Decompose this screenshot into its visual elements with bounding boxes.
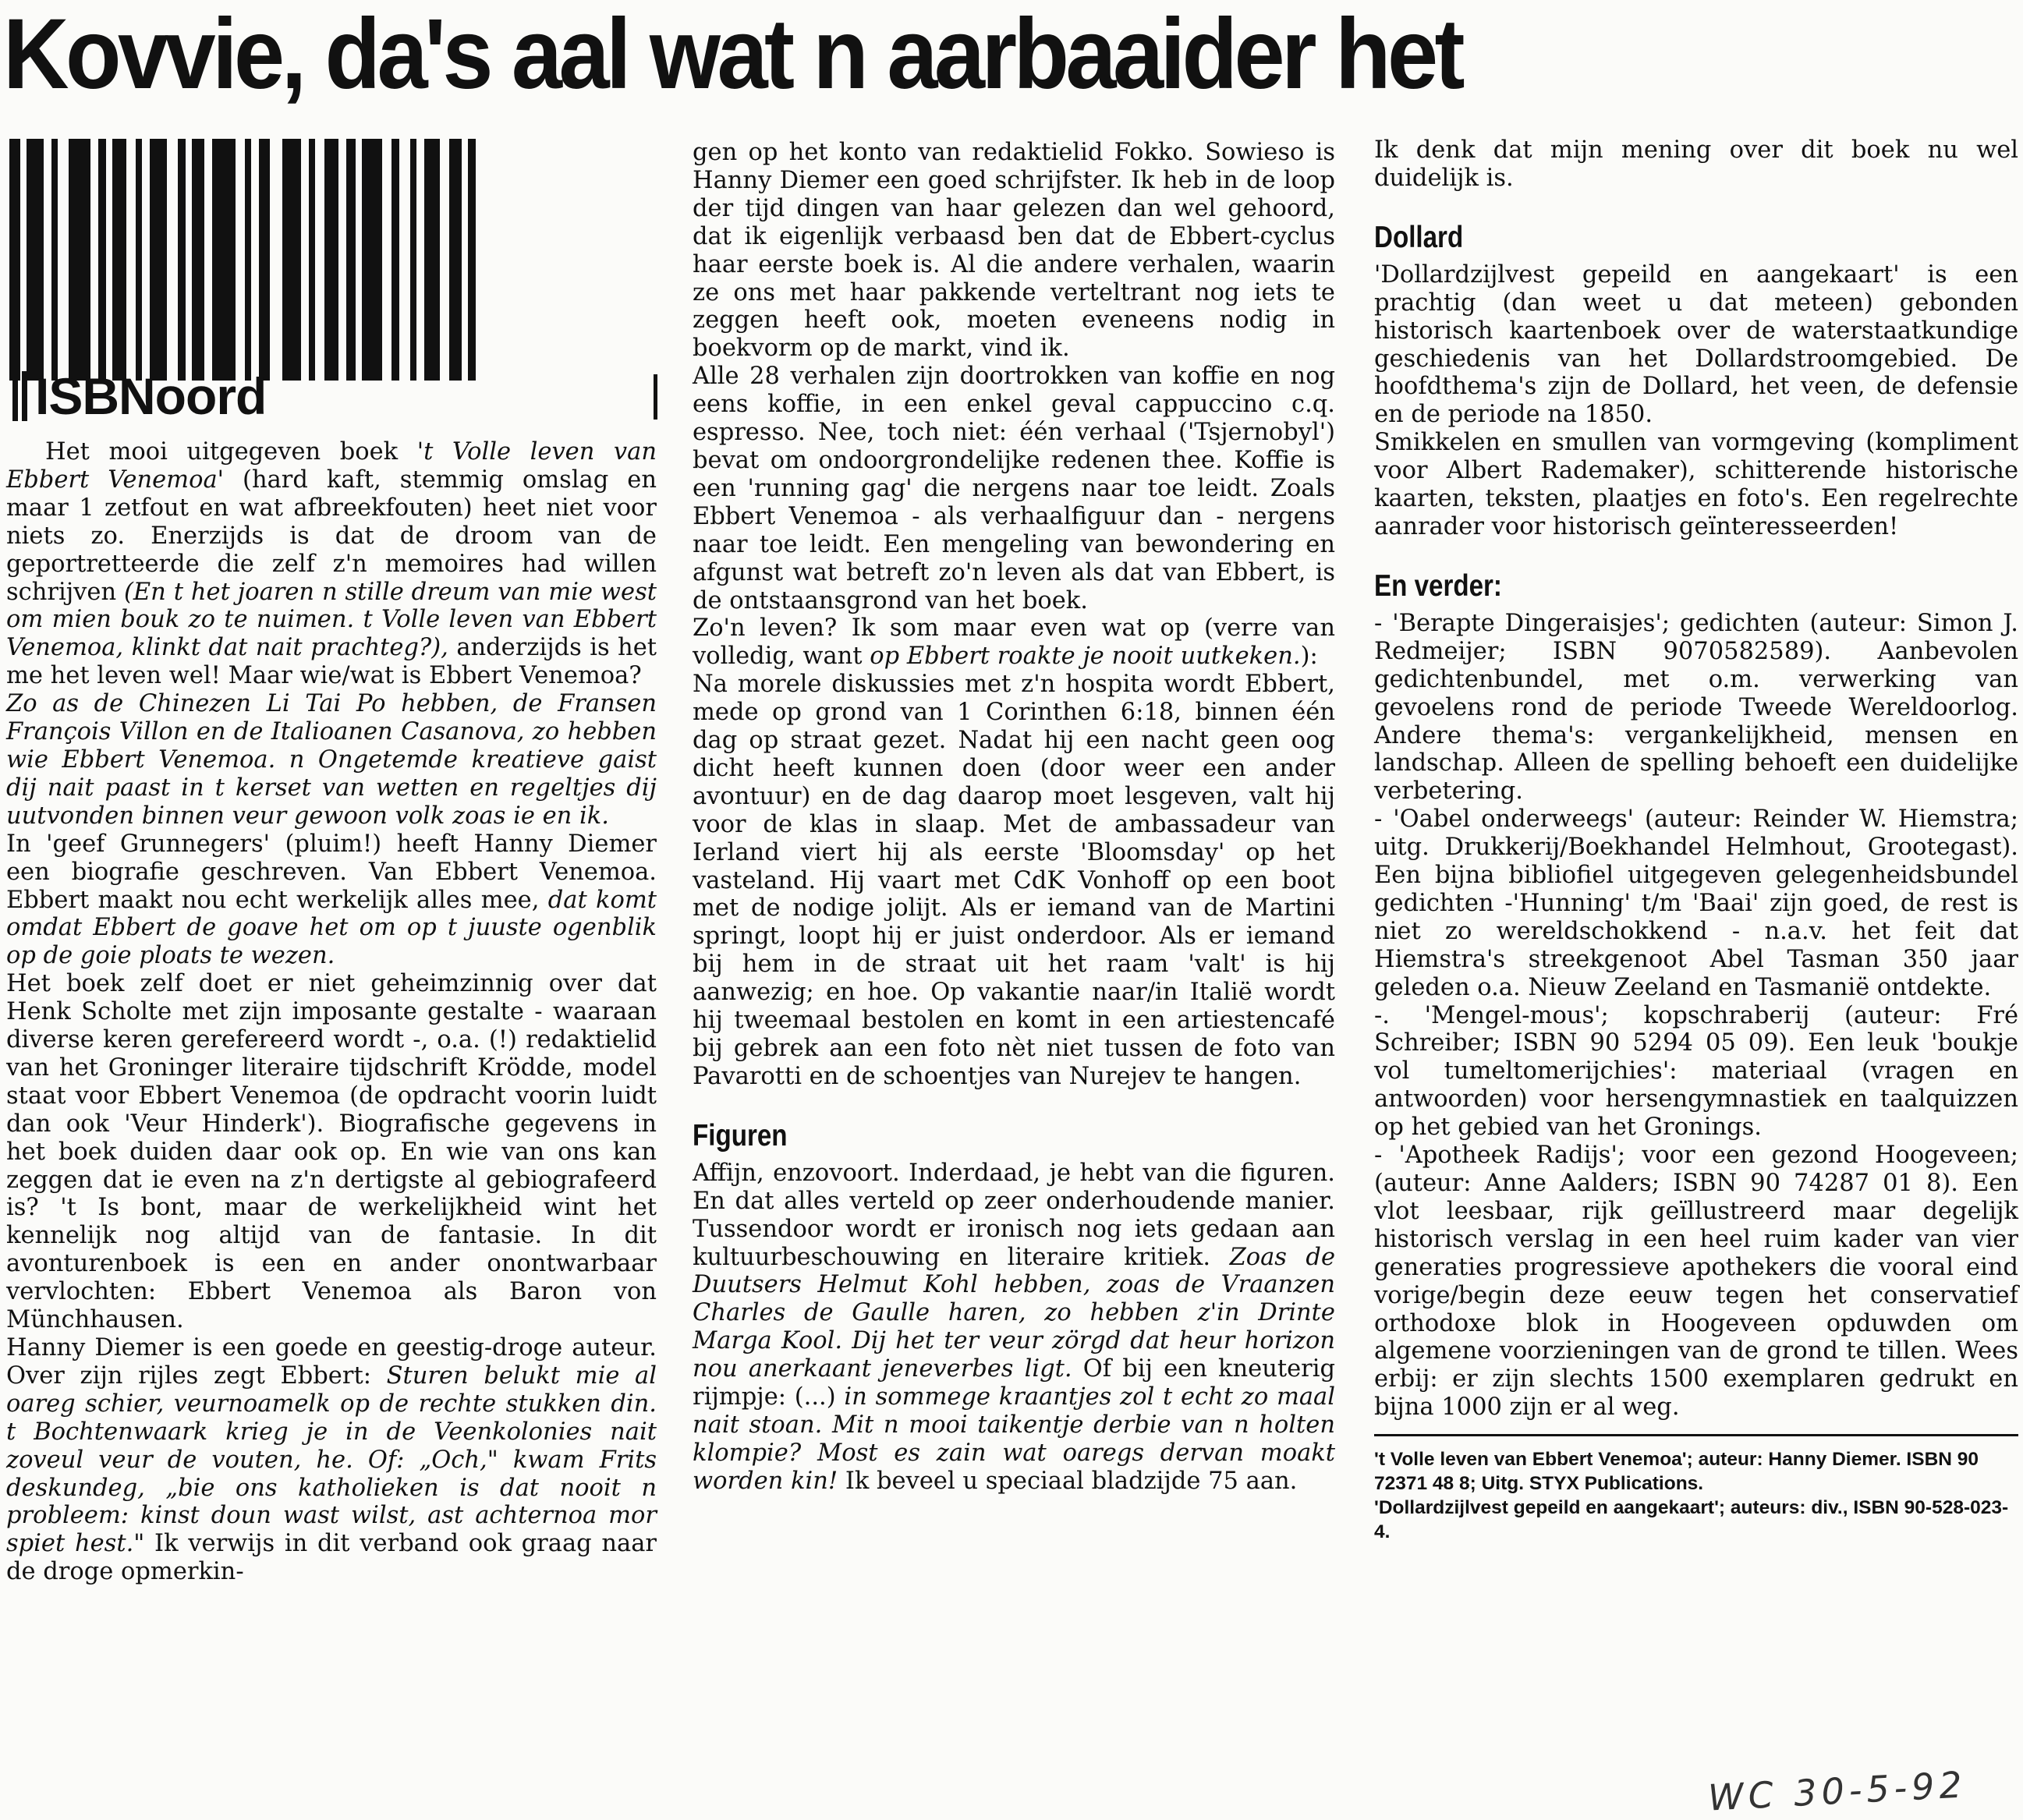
barcode-bar: [136, 139, 142, 381]
paragraph: Het boek zelf doet er niet geheimzinnig over dat Henk Scholte met zijn imposante gestalte - waaraan diverse keren gerefereerd wordt -, o.a. (!) redaktielid van het Groninger literaire tijdschrift Krödde, model staat voor Ebbert Venemoa (de opdracht voorin luidt dan ook 'Veur Hinderk'). Biografische gegevens in het boek duiden daar ook op. En wie van ons kan zeggen dat ie even na z'n dertigste al gebiografeerd is? 't Is bont, maar de werkelijkheid wint het kennelijk nog altijd van de fantasie. In dit avonturenboek is een en ander onontwarbaar vervlochten: Ebbert Venemoa als Baron von Münchhausen.: [6, 970, 657, 1334]
label-rule: [22, 371, 27, 421]
paragraph: Affijn, enzovoort. Inderdaad, je hebt van die figuren. En dat alles verteld op zeer onderhoudende manier. Tussendoor wordt er ironisch nog iets gedaan aan kultuurbeschouwing en literaire kritiek. Zoas de Duutsers Helmut Kohl hebben, zoas de Vraanzen Charles de Gaulle haren, zo hebben z'in Drinte Marga Kool. Dij het ter veur zörgd dat heur horizon nou anerkaant jeneverbes ligt. Of bij een kneuterig rijmpje: (...) in sommege kraantjes zol t echt zo maal nait stoan. Mit n mooi taikentje derbie van n holten klompie? Most es zain wat oaregs dervan moakt worden kin! Ik beveel u speciaal bladzijde 75 aan.: [693, 1159, 1336, 1495]
handwritten-date-note: WC 30-5-92: [1706, 1763, 1968, 1819]
book-credits: [1374, 1447, 2018, 1544]
list-item: -. 'Mengel-mous'; kopschraberij (auteur: Fré Schreiber; ISBN 90 5294 05 09). Een leuk 'boukje vol tumeltomerijchies': materiaal (vragen en antwoorden) voor hersengymnastiek en taalquizzen op het gebied van het Gronings.: [1374, 1001, 2018, 1142]
barcode-bar: [309, 139, 315, 381]
paragraph: 'Dollardzijlvest gepeild en aangekaart' is een prachtig (dan weet u dat meteen) gebonden historisch kaartenboek over de waterstaatkundige geschiedenis van het Dollardstroomgebied. De hoofdthema's zijn de Dollard, het veen, de defensie en de periode na 1850.: [1374, 260, 2018, 429]
list-item: - 'Apotheek Radijs'; voor een gezond Hoogeveen; (auteur: Anne Aalders; ISBN 90 74287 01 8). Een vlot leesbaar, rijk geïllustreerd maar degelijk historisch verslag in een heel ruim kader van vier generaties progressieve apothekers die vooral eind vorige/begin deze eeuw tegen het conservatief orthodoxe blok in Hoogeveen opduwden om algemene voorzieningen van de grond te tillen. Wees erbij: er zijn slechts 1500 exemplaren gedrukt en bijna 1000 zijn er al weg.: [1374, 1142, 2018, 1422]
credit-line: 't Volle leven van Ebbert Venemoa'; auteur: Hanny Diemer. ISBN 90 72371 48 8; Uitg. STYX Publications.: [1374, 1449, 1979, 1495]
section-label: [12, 365, 266, 427]
barcode-bar: [245, 139, 251, 381]
barcode-bar: [178, 139, 186, 381]
paragraph: Zo as de Chinezen Li Tai Po hebben, de Fransen François Villon en de Italioanen Casanova, zo hebben wie Ebbert Venemoa. n Ongetemde kreatieve gaist dij nait paast in t kerset van wetten en regeltjes dij uutvonden binnen veur gewoon volk zoas ie en ik.: [6, 690, 657, 830]
paragraph: Na morele diskussies met z'n hospita wordt Ebbert, mede op grond van 1 Corinthen 6:18, binnen één dag op straat gezet. Nadat hij een nacht geen oog dicht heeft kunnen doen (door weer een ander avontuur) en de dag daarop moet lesgeven, valt hij voor de klas in slaap. Met de ambassadeur van Ierland viert hij als eerste 'Bloomsday' op het vasteland. Hij vaart met CdK Vonhoff op een boot met de nodige jolijt. Als er iemand van de Martini springt, loopt hij er juist onderdoor. Als er iemand bij hem in de straat uit het raam 'valt' is hij aanwezig; en hoe. Op vakantie naar/in Italië wordt hij tweemaal bestolen en komt in een artiestencafé bij gebrek aan een foto nèt niet tussen de foto van Pavarotti en de schoentjes van Nurejev te hangen.: [693, 671, 1335, 1090]
barcode-bar: [51, 139, 58, 381]
barcode-bar: [192, 139, 204, 381]
paragraph: Het mooi uitgegeven boek 't Volle leven van Ebbert Venemoa' (hard kaft, stemmig omslag en maar 1 zetfout en wat afbreekfouten) heet niet voor niets zo. Enerzijds is dat de droom van de geportretteerde die zelf z'n memoires had willen schrijven (En t het joaren n stille dreum van mie west om mien bouk zo te nuimen. t Volle leven van Ebbert Venemoa, klinkt dat nait prachteg?), anderzijds is het me het leven wel! Maar wie/wat is Ebbert Venemoa?: [6, 438, 657, 690]
list-item: - 'Berapte Dingeraisjes'; gedichten (auteur: Simon J. Redmeijer; ISBN 9070582589). Aanbevolen gedichtenbundel, met o.m. verwerking van gevoelens rond de periode Tweede Wereldoorlog. Andere thema's: vergankelijkheid, mensen en landschap. Alleen de spelling behoeft een duidelijke verbetering.: [1374, 609, 2018, 806]
barcode-bar: [98, 139, 106, 381]
paragraph: Zo'n leven? Ik som maar even wat op (verre van volledig, want op Ebbert roakte je nooit uutkeken.):: [693, 614, 1335, 671]
section-label-text: ISBNoord: [35, 367, 267, 425]
barcode-bar: [27, 139, 44, 381]
column-2: [693, 139, 1335, 1496]
label-rule: [12, 371, 18, 421]
paragraph: Smikkelen en smullen van vormgeving (kompliment voor Albert Rademaker), schitterende historische kaarten, teksten, plaatjes en foto's. Een regelrechte aanrader voor historisch geïnteresseerden!: [1374, 429, 2018, 540]
barcode-bar: [410, 139, 416, 381]
credits-rule: [1374, 1434, 2018, 1436]
paragraph: Hanny Diemer is een goede en geestig-droge auteur. Over zijn rijles zegt Ebbert: Sturen belukt mie al oareg schier, veurnoamelk op de rechte stukken din. t Bochtenwaark krieg je in de Veenkolonies nait zoveul veur de vouten, he. Of: „Och," kwam Frits deskundeg, „bie ons katholieken is dat nooit n probleem: kinst doun wast wilst, ast achternoa mor spiet hest." Ik verwijs in dit verband ook graag naar de droge opmerkin-: [6, 1334, 657, 1586]
subheading-dollard: Dollard: [1374, 220, 1464, 254]
barcode-bar: [150, 139, 167, 381]
subheading-en-verder: En verder:: [1374, 568, 1502, 603]
column-1: [6, 438, 657, 1586]
paragraph: Ik denk dat mijn mening over dit boek nu wel duidelijk is.: [1374, 136, 2018, 192]
paragraph: gen op het konto van redaktielid Fokko. Sowieso is Hanny Diemer een goed schrijfster. Ik heb in de loop der tijd dingen van haar gelezen dan wel gehoord, dat ik eigenlijk verbaasd ben dat de Ebbert-cyclus haar eerste boek is. Al die andere verhalen, waarin ze ons met haar pakkende verteltrant nog iets te zeggen heeft ook, moeten eveneens nodig in boekvorm op de markt, vind ik.: [693, 139, 1335, 363]
subheading-figuren: Figuren: [693, 1118, 788, 1153]
list-item: - 'Oabel onderweegs' (auteur: Reinder W. Hiemstra; uitg. Drukkerij/Boekhandel Helmhout, Grootegast). Een bijna bibliofiel uitgegeven gelegenheidsbundel gedichten -'Hunning' t/m 'Baai' zijn goed, de rest is niet zo wereldschokkend - n.a.v. het feit dat Hiemstra's streekgenoot Abel Tasman 350 jaar geleden o.a. Nieuw Zeeland en Tasmanië ontdekte.: [1374, 806, 2018, 1001]
barcode-bar: [282, 139, 301, 381]
barcode-bar: [346, 139, 356, 381]
barcode-bar: [468, 139, 476, 381]
credit-line: 'Dollardzijlvest gepeild en aangekaart'; auteurs: div., ISBN 90-528-023-4.: [1374, 1497, 2009, 1543]
column-3: [1374, 136, 2018, 1544]
barcode-bar: [324, 139, 338, 381]
barcode-bar: [391, 139, 399, 381]
barcode-bar: [362, 139, 382, 381]
barcode-bar: [69, 139, 90, 381]
label-end-rule: [654, 374, 657, 420]
headline: Kovvie, da's aal wat n aarbaaider het: [3, 0, 1461, 110]
barcode-bar: [112, 139, 126, 381]
barcode-bar: [9, 139, 20, 381]
barcode-bar: [259, 139, 270, 381]
barcode-bar: [424, 139, 440, 381]
paragraph: In 'geef Grunnegers' (pluim!) heeft Hanny Diemer een biografie geschreven. Van Ebbert Venemoa. Ebbert maakt nou echt werkelijk alles mee, dat komt omdat Ebbert de goave het om op t juuste ogenblik op de goie ploats te wezen.: [6, 830, 657, 970]
barcode-bar: [212, 139, 236, 381]
barcode-graphic: [9, 139, 661, 381]
paragraph: Alle 28 verhalen zijn doortrokken van koffie en nog eens koffie, in een enkel geval cappuccino c.q. espresso. Nee, toch niet: één verhaal ('Tsjernobyl') bevat om ondoorgrondelijke redenen thee. Koffie is een 'running gag' die nergens naar toe leidt. Zoals Ebbert Venemoa - als verhaalfiguur dan - nergens naar toe leidt. Een mengeling van bewondering en afgunst wat betreft zo'n leven als dat van Ebbert, is de ontstaansgrond van het boek.: [693, 363, 1335, 614]
barcode-bar: [449, 139, 462, 381]
